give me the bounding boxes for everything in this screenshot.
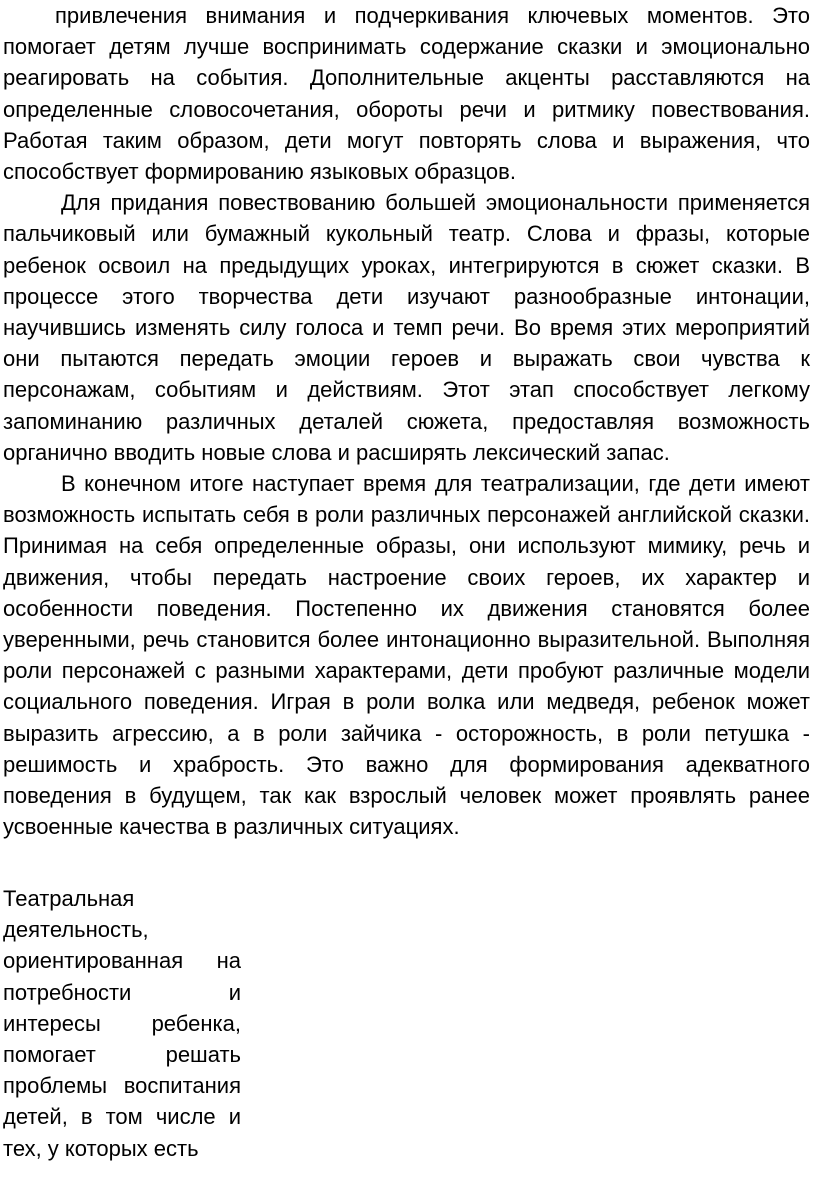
paragraph-theatricalization: В конечном итоге наступает время для театрализации, где дети имеют возможность испытать себя в роли различных персонажей английской сказки. Принимая на себя определенные образы, они используют мимику, речь и движения, чтобы передать настроение своих героев, их характер и особенности поведения. Постепенно их движения становятся более уверенными, речь становится более интонационно выразительной. Выполняя роли персонажей с разными характерами, дети пробуют различные модели социального поведения. Играя в роли волка или медведя, ребенок может выразить агрессию, а в роли зайчика - осторожность, в роли петушка - решимость и храбрость. Это важно для формирования адекватного поведения в будущем, так как взрослый человек может проявлять ранее усвоенные качества в различных ситуациях. bbox=[3, 471, 810, 840]
body-text bbox=[3, 0, 810, 842]
paragraph-continuation: привлечения внимания и подчеркивания ключевых моментов. Это помогает детям лучше воспринимать содержание сказки и эмоционально реагировать на события. Дополнительные акценты расставляются на определенные словосочетания, обороты речи и ритмику повествования. Работая таким образом, дети могут повторять слова и выражения, что способствует формированию языковых образцов. bbox=[3, 3, 810, 185]
paragraph-puppet-theatre: Для придания повествованию большей эмоциональности применяется пальчиковый или бумажный кукольный театр. Слова и фразы, которые ребенок освоил на предыдущих уроках, интегрируются в сюжет сказки. В процессе этого творчества дети изучают разнообразные интонации, научившись изменять силу голоса и темп речи. Во время этих мероприятий они пытаются передать эмоции героев и выражать свои чувства к персонажам, событиям и действиям. Этот этап способствует легкому запоминанию различных деталей сюжета, предоставляя возможность органично вводить новые слова и расширять лексический запас. bbox=[3, 190, 810, 465]
narrow-column-text: Театральная деятельность, ориентированная на потребности и интересы ребенка, помогает решать проблемы воспитания детей, в том числе и тех, у которых есть bbox=[3, 886, 241, 1161]
